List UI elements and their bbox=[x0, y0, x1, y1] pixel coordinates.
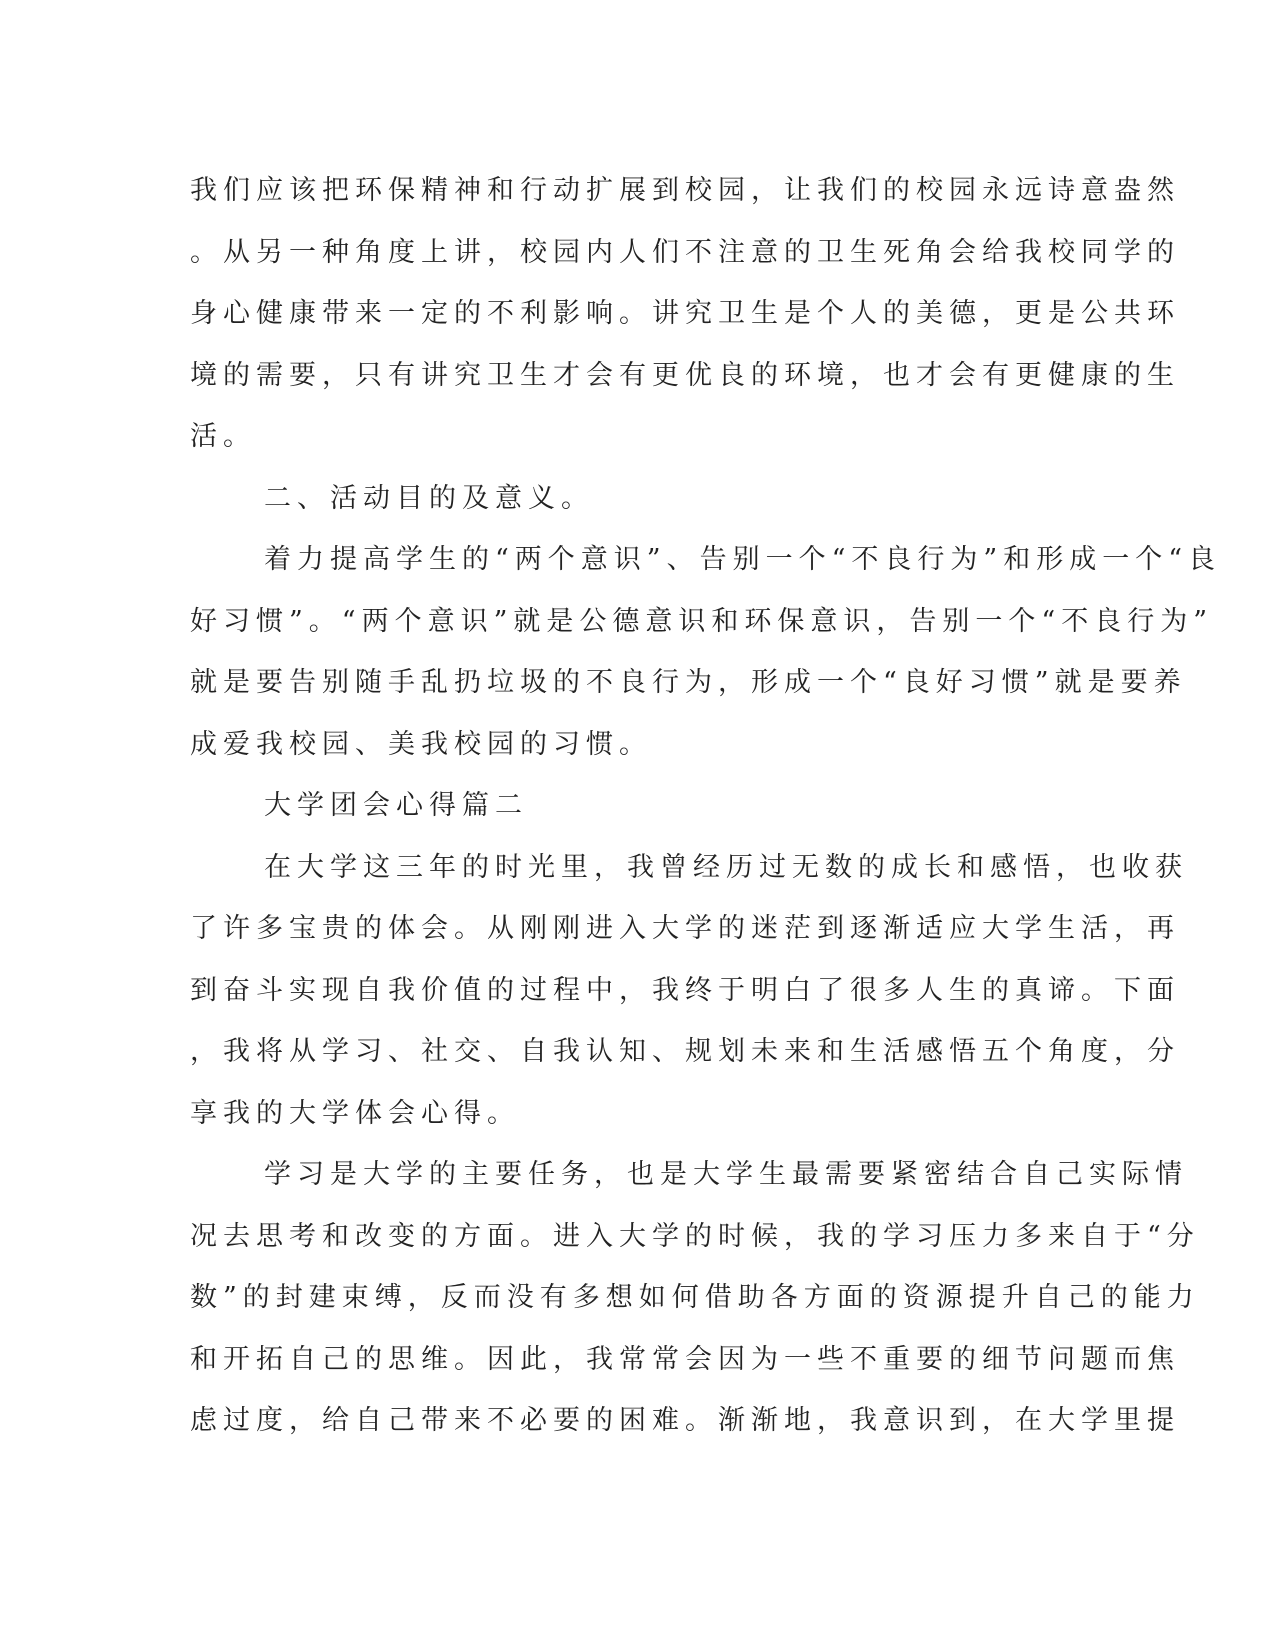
body-line: 虑过度，给自己带来不必要的困难。渐渐地，我意识到，在大学里提 bbox=[190, 1405, 1180, 1436]
body-line: 学习是大学的主要任务，也是大学生最需要紧密结合自己实际情 bbox=[264, 1159, 1188, 1190]
body-line: 到奋斗实现自我价值的过程中，我终于明白了很多人生的真谛。下面 bbox=[190, 974, 1180, 1006]
body-line: 了许多宝贵的体会。从刚刚进入大学的迷茫到逐渐适应大学生活，再 bbox=[190, 913, 1180, 944]
body-line: 活。 bbox=[190, 421, 256, 452]
body-line: 。从另一种角度上讲，校园内人们不注意的卫生死角会给我校同学的 bbox=[190, 236, 1180, 268]
body-line: 和开拓自己的思维。因此，我常常会因为一些不重要的细节问题而焦 bbox=[190, 1343, 1180, 1375]
body-line: 我们应该把环保精神和行动扩展到校园，让我们的校园永远诗意盎然 bbox=[190, 175, 1180, 206]
body-line: 成爱我校园、美我校园的习惯。 bbox=[190, 728, 652, 760]
document-body bbox=[190, 160, 1222, 1452]
body-line: 况去思考和改变的方面。进入大学的时候，我的学习压力多来自于“分 bbox=[190, 1220, 1200, 1252]
article-title: 大学团会心得篇二 bbox=[264, 790, 528, 821]
section-heading: 二、活动目的及意义。 bbox=[264, 482, 594, 514]
body-line: 就是要告别随手乱扔垃圾的不良行为，形成一个“良好习惯”就是要养 bbox=[190, 667, 1187, 698]
body-line: 着力提高学生的“两个意识”、告别一个“不良行为”和形成一个“良 bbox=[264, 544, 1222, 575]
body-line: 享我的大学体会心得。 bbox=[190, 1097, 520, 1129]
body-line: 好习惯”。“两个意识”就是公德意识和环保意识，告别一个“不良行为” bbox=[190, 605, 1214, 637]
body-line: 境的需要，只有讲究卫生才会有更优良的环境，也才会有更健康的生 bbox=[190, 359, 1180, 391]
body-line: 在大学这三年的时光里，我曾经历过无数的成长和感悟，也收获 bbox=[264, 851, 1188, 883]
body-line: 数”的封建束缚，反而没有多想如何借助各方面的资源提升自己的能力 bbox=[190, 1282, 1200, 1313]
body-line: ，我将从学习、社交、自我认知、规划未来和生活感悟五个角度，分 bbox=[190, 1036, 1180, 1067]
body-line: 身心健康带来一定的不利影响。讲究卫生是个人的美德，更是公共环 bbox=[190, 298, 1180, 329]
